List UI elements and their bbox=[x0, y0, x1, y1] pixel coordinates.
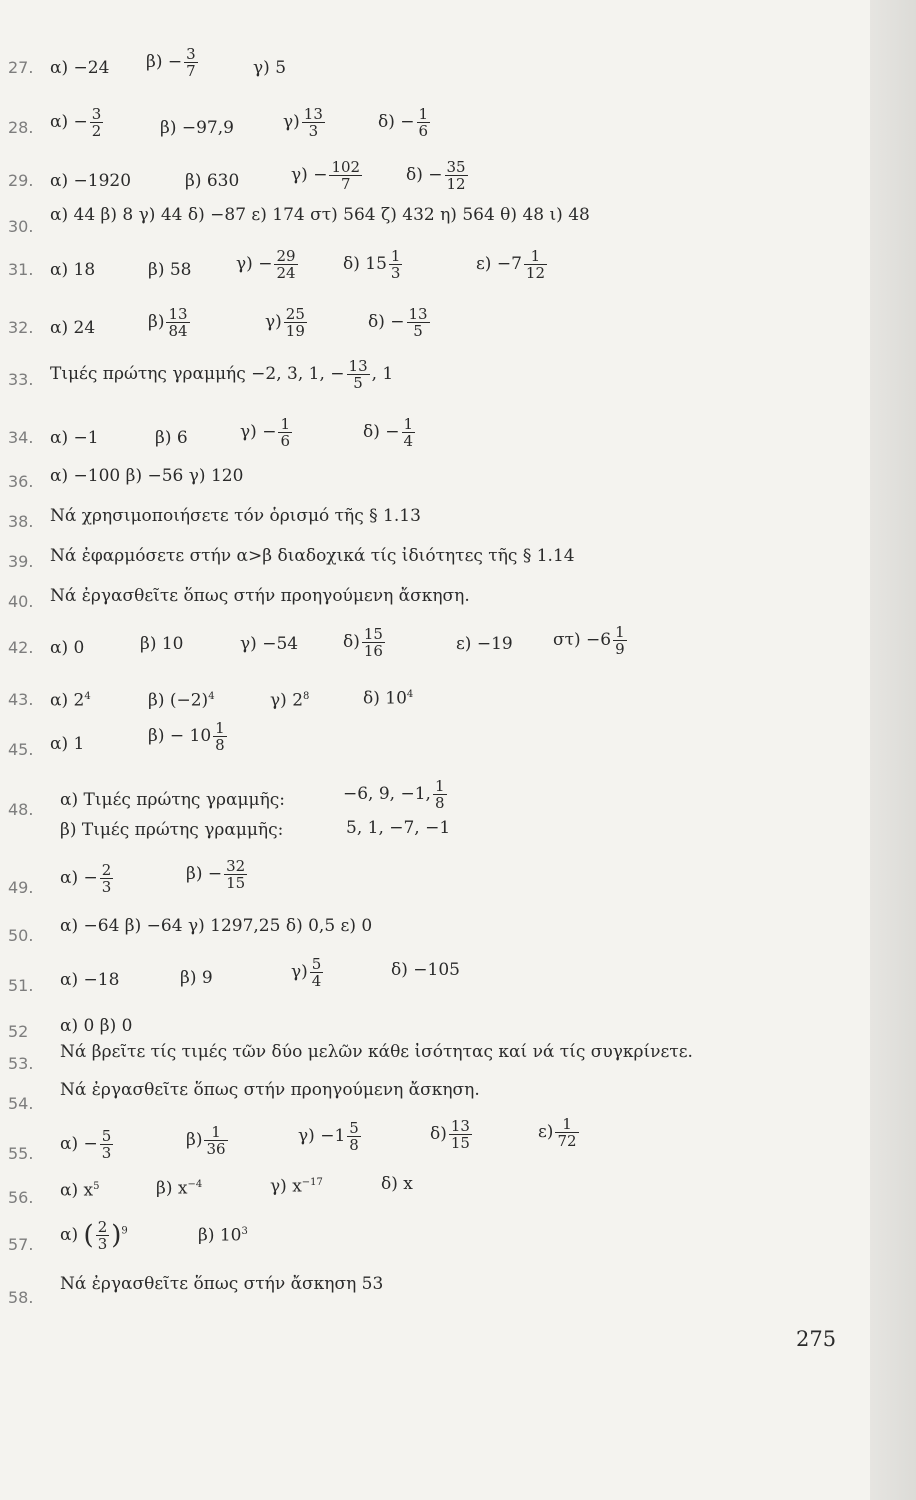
answer-52 bbox=[8, 1016, 133, 1041]
fraction: $\frac{1}{8}$ bbox=[434, 777, 445, 813]
answer-part: δ) −105 bbox=[391, 960, 460, 980]
exercise-number: 43. bbox=[8, 690, 34, 709]
answer-part: γ) $\frac{25}{19}$ bbox=[265, 305, 305, 341]
exercise-number: 40. bbox=[8, 592, 34, 611]
exercise-number: 58. bbox=[8, 1288, 34, 1307]
answer-part: α) 0 bbox=[50, 638, 85, 658]
answer-part: β) $x^{-4}$ bbox=[156, 1178, 203, 1199]
answer-part: β) $(-2)^4$ bbox=[148, 690, 215, 711]
fraction: $\frac{1}{6}$ bbox=[418, 105, 429, 141]
answer-part: Νά ἐργασθεῖτε ὅπως στήν ἄσκηση 53 bbox=[60, 1274, 384, 1294]
answer-part: γ) − $\frac{102}{7}$ bbox=[291, 158, 361, 194]
answer-42 bbox=[8, 623, 625, 661]
fraction: $\frac{1}{4}$ bbox=[403, 415, 414, 451]
answer-part: Νά ἐργασθεῖτε ὅπως στήν προηγούμενη ἄσκηση. bbox=[50, 586, 470, 606]
answer-part: α) 1 bbox=[50, 734, 85, 754]
answer-55 bbox=[8, 1115, 577, 1163]
answer-45 bbox=[8, 719, 225, 759]
fraction: $\frac{13}{5}$ bbox=[408, 305, 428, 341]
answer-part: δ) − $\frac{13}{5}$ bbox=[368, 305, 428, 341]
fraction: $\frac{15}{16}$ bbox=[363, 625, 383, 661]
exercise-number: 54. bbox=[8, 1094, 34, 1113]
exercise-number: 48. bbox=[8, 800, 34, 819]
answer-part: α) −24 bbox=[50, 58, 110, 78]
answer-part: α) −1920 bbox=[50, 171, 132, 191]
exercise-number: 30. bbox=[8, 217, 34, 236]
answer-48 bbox=[8, 777, 445, 819]
exercise-number: 49. bbox=[8, 878, 34, 897]
fraction: $\frac{1}{12}$ bbox=[525, 247, 545, 283]
answer-36 bbox=[8, 466, 244, 491]
right-paren: ) bbox=[111, 1220, 122, 1251]
answer-part: γ) $\frac{13}{3}$ bbox=[283, 105, 323, 141]
answer-34 bbox=[8, 415, 414, 451]
exercise-number: 28. bbox=[8, 118, 34, 137]
answer-53 bbox=[8, 1042, 693, 1073]
exercise-number: 27. bbox=[8, 58, 34, 77]
answer-58 bbox=[8, 1274, 384, 1307]
answer-part: α) − $\frac{3}{2}$ bbox=[50, 105, 102, 141]
answer-part: δ) 15 $\frac{1}{3}$ bbox=[343, 247, 401, 283]
answer-40 bbox=[8, 586, 470, 611]
answer-part: 5, 1, −7, −1 bbox=[346, 818, 451, 838]
answer-part: −6, 9, −1, $\frac{1}{8}$ bbox=[343, 777, 445, 813]
exercise-number: 36. bbox=[8, 472, 34, 491]
answer-31 bbox=[8, 247, 545, 283]
answer-part: Νά ἐργασθεῖτε ὅπως στήν προηγούμενη ἄσκηση. bbox=[60, 1080, 480, 1100]
fraction: $\frac{5}{4}$ bbox=[311, 955, 322, 991]
answer-part: β) $\frac{13}{84}$ bbox=[148, 305, 188, 341]
answer-part: β) − 10 $\frac{1}{8}$ bbox=[148, 719, 225, 755]
fraction: $\frac{13}{5}$ bbox=[348, 357, 368, 393]
answer-part: α) − $\frac{5}{3}$ bbox=[60, 1127, 112, 1163]
exercise-number: 56. bbox=[8, 1188, 34, 1207]
answer-part: γ) − $\frac{29}{24}$ bbox=[236, 247, 296, 283]
answer-part: α) $2^4$ bbox=[50, 690, 91, 711]
answer-part: γ) $x^{-17}$ bbox=[270, 1176, 323, 1197]
answer-part: Νά βρεῖτε τίς τιμές τῶν δύο μελῶν κάθε ἰσότητας καί νά τίς συγκρίνετε. bbox=[60, 1042, 693, 1062]
exercise-number: 53. bbox=[8, 1054, 34, 1073]
fraction: $\frac{13}{15}$ bbox=[450, 1117, 470, 1153]
answer-part: α) −64 β) −64 γ) 1297,25 δ) 0,5 ε) 0 bbox=[60, 916, 373, 936]
answer-part: α) Τιμές πρώτης γραμμῆς: bbox=[60, 790, 286, 810]
answer-part: γ) 5 bbox=[253, 58, 287, 78]
answer-part: δ) $\frac{13}{15}$ bbox=[430, 1117, 470, 1153]
answer-part: δ) − $\frac{1}{6}$ bbox=[378, 105, 429, 141]
fraction: $\frac{1}{72}$ bbox=[557, 1115, 577, 1151]
exercise-number: 50. bbox=[8, 926, 34, 945]
answer-part: β) − $\frac{3}{7}$ bbox=[146, 45, 196, 81]
answer-part: Νά ἐφαρμόσετε στήν α>β διαδοχικά τίς ἰδιότητες τῆς § 1.14 bbox=[50, 546, 575, 566]
exercise-number: 34. bbox=[8, 428, 34, 447]
answer-43 bbox=[8, 688, 414, 711]
answer-part: β) Τιμές πρώτης γραμμῆς: bbox=[60, 820, 284, 840]
answer-part: γ) $\frac{5}{4}$ bbox=[291, 955, 322, 991]
answer-part: β) 10 bbox=[140, 634, 184, 654]
answer-50 bbox=[8, 916, 373, 945]
answer-part: α) ( $\frac{2}{3}$ )$^9$ bbox=[60, 1218, 128, 1254]
fraction: $\frac{5}{3}$ bbox=[101, 1127, 112, 1163]
answer-part: β) 58 bbox=[148, 260, 192, 280]
answer-part: α) 18 bbox=[50, 260, 96, 280]
answer-28 bbox=[8, 105, 429, 141]
answer-49 bbox=[8, 857, 246, 897]
answer-part: δ) − $\frac{1}{4}$ bbox=[363, 415, 414, 451]
answer-part: α) −18 bbox=[60, 970, 120, 990]
answer-51 bbox=[8, 955, 460, 995]
answer-part: δ) x bbox=[381, 1174, 413, 1194]
exercise-number: 51. bbox=[8, 976, 34, 995]
fraction: $\frac{3}{7}$ bbox=[186, 45, 196, 81]
page-edge-shadow bbox=[870, 0, 916, 1500]
answer-part: ε) −7 $\frac{1}{12}$ bbox=[476, 247, 545, 283]
answer-part: β) $10^3$ bbox=[198, 1225, 248, 1246]
fraction: $\frac{29}{24}$ bbox=[276, 247, 296, 283]
exercise-number: 32. bbox=[8, 318, 34, 337]
fraction: $\frac{13}{84}$ bbox=[168, 305, 188, 341]
answer-part: α) −100 β) −56 γ) 120 bbox=[50, 466, 244, 486]
fraction: $\frac{1}{6}$ bbox=[280, 415, 290, 451]
answer-56 bbox=[8, 1174, 413, 1207]
answer-part: Νά χρησιμοποιήσετε τόν ὁρισμό τῆς § 1.13 bbox=[50, 506, 421, 526]
answer-part: ε) −19 bbox=[456, 634, 513, 654]
answer-part: β) −97,9 bbox=[160, 118, 234, 138]
exercise-number: 31. bbox=[8, 260, 34, 279]
fraction: $\frac{1}{36}$ bbox=[206, 1123, 226, 1159]
exercise-number: 42. bbox=[8, 638, 34, 657]
fraction: $\frac{5}{8}$ bbox=[349, 1119, 359, 1155]
answer-part: δ) $\frac{15}{16}$ bbox=[343, 625, 383, 661]
answer-part: α) $x^5$ bbox=[60, 1180, 100, 1201]
left-paren: ( bbox=[83, 1220, 94, 1251]
answer-38 bbox=[8, 506, 421, 531]
answer-32 bbox=[8, 305, 428, 341]
fraction: $\frac{35}{12}$ bbox=[446, 158, 466, 194]
fraction: $\frac{1}{9}$ bbox=[615, 623, 625, 659]
answer-part: β) 6 bbox=[155, 428, 188, 448]
exercise-number: 45. bbox=[8, 740, 34, 759]
exercise-number: 55. bbox=[8, 1144, 34, 1163]
fraction: $\frac{13}{3}$ bbox=[303, 105, 323, 141]
answer-54 bbox=[8, 1080, 480, 1113]
page-number: 275 bbox=[796, 1327, 837, 1351]
answer-part: στ) −6 $\frac{1}{9}$ bbox=[553, 623, 625, 659]
answer-part: δ) − $\frac{35}{12}$ bbox=[406, 158, 466, 194]
fraction: $\frac{32}{15}$ bbox=[226, 857, 246, 893]
answer-33 bbox=[8, 357, 394, 393]
answer-57 bbox=[8, 1218, 248, 1254]
exercise-number: 39. bbox=[8, 552, 34, 571]
exercise-number: 38. bbox=[8, 512, 34, 531]
answer-29 bbox=[8, 158, 466, 194]
answer-part: α) −1 bbox=[50, 428, 99, 448]
answer-part: Τιμές πρώτης γραμμής −2, 3, 1, − $\frac{13}{5}$ , 1 bbox=[50, 357, 394, 393]
answer-27 bbox=[8, 45, 287, 81]
answer-part: δ) $10^4$ bbox=[363, 688, 414, 709]
answer-part: β) 630 bbox=[185, 171, 240, 191]
answer-part: α) − $\frac{2}{3}$ bbox=[60, 861, 112, 897]
fraction: $\frac{2}{3}$ bbox=[101, 861, 112, 897]
exercise-number: 33. bbox=[8, 370, 34, 389]
answer-part: γ) $2^8$ bbox=[270, 690, 310, 711]
answer-part: α) 0 β) 0 bbox=[60, 1016, 133, 1036]
answer-part: ε) $\frac{1}{72}$ bbox=[538, 1115, 577, 1151]
answer-part: α) 44 β) 8 γ) 44 δ) −87 ε) 174 στ) 564 ζ) 432 η) 564 θ) 48 ι) 48 bbox=[50, 205, 590, 225]
fraction: $\frac{102}{7}$ bbox=[331, 158, 361, 194]
fraction: $\frac{1}{3}$ bbox=[390, 247, 401, 283]
exercise-number: 29. bbox=[8, 171, 34, 190]
answer-part: β) 9 bbox=[180, 968, 213, 988]
fraction: $\frac{1}{8}$ bbox=[215, 719, 225, 755]
answer-part: β) $\frac{1}{36}$ bbox=[186, 1123, 226, 1159]
answer-30 bbox=[8, 205, 590, 236]
answer-part: γ) − $\frac{1}{6}$ bbox=[240, 415, 290, 451]
fraction: $\frac{25}{19}$ bbox=[285, 305, 305, 341]
fraction: $\frac{2}{3}$ bbox=[97, 1218, 108, 1254]
answer-part: α) 24 bbox=[50, 318, 96, 338]
answer-part: γ) −1 $\frac{5}{8}$ bbox=[298, 1119, 359, 1155]
answer-part: γ) −54 bbox=[240, 634, 299, 654]
exercise-number: 52 bbox=[8, 1022, 29, 1041]
exercise-number: 57. bbox=[8, 1235, 34, 1254]
answer-39 bbox=[8, 546, 575, 571]
answer-part: β) − $\frac{32}{15}$ bbox=[186, 857, 246, 893]
fraction: $\frac{3}{2}$ bbox=[91, 105, 102, 141]
